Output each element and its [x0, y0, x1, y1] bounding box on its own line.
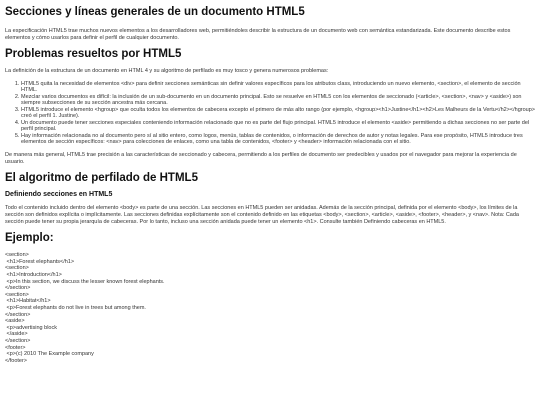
code-line: <p>(c) 2010 The Example company [5, 351, 94, 358]
problems-closing-paragraph: De manera más general, HTML5 trae precisión a las características de seccionado y cabecera, permitiendo a los perfiles de documento ser predecibles y usados por el navegador para mejorar la experiencia de usuario. [5, 151, 517, 165]
code-line: <section> [5, 252, 29, 259]
code-line: <p>In this section, we discuss the lesser known forest elephants. [5, 278, 165, 285]
problems-list [5, 81, 535, 146]
code-line: <p>advertising block [5, 324, 57, 331]
list-item: 1. HTML5 quita la necesidad de elementos <div> para definir secciones semánticas sin definir valores específicos para los atributos class, introduciendo un nuevo elemento, <section>, el elemento de sección HTML. [21, 81, 535, 94]
intro-paragraph: La especificación HTML5 trae muchos nuevos elementos a los desarrolladores web, permitiéndoles describir la estructura de un documento web con semántica estandarizada. Este documento describe estos elementos y cómo usarlos para definir el perfil de cualquier documento. [5, 27, 511, 41]
code-line: <h1>Forest elephants</h1> [5, 258, 75, 265]
list-item: 5. Hay información relacionada no al documento pero sí al sitio entero, como logos, menús, tablas de contenidos, o información de derechos de autor y notas legales. Para ese propósito, HTML5 introduce tres elementos de sección específicos: <nav> para colecciones de enlaces, como una tabla de contenidos, <footer> y <header> información relacionada con el sitio. [21, 133, 535, 146]
code-line: <footer> [5, 344, 26, 351]
problems-lead-paragraph: La definición de la estructura de un documento en HTML 4 y su algoritmo de perfilado es muy tosco y genera numerosos problemas: [5, 67, 329, 74]
code-line: <section> [5, 291, 29, 298]
code-line: <p>Forest elephants do not live in trees but among them. [5, 304, 146, 311]
example-heading: Ejemplo: [5, 232, 54, 245]
list-item: 4. Un documento puede tener secciones especiales conteniendo información relacionado que no es parte del flujo principal. HTML5 introduce el elemento <aside> permitiendo a dichas secciones no ser parte del perfil principal. [21, 120, 535, 133]
code-line: <h1>Introduction</h1> [5, 271, 62, 278]
list-item: 2. Mezclar varios documentos es difícil: la inclusión de un sub-documento en un documento principal. Esto se resuelve en HTML5 con los elementos de seccionado (<article>, <section>, <nav> y <aside>) son siempre subsecciones de su sección ancestra más cercana. [21, 94, 535, 107]
example-code-block [5, 252, 535, 364]
code-line: <section> [5, 265, 29, 272]
algorithm-paragraph: Todo el contenido incluido dentro del elemento <body> es parte de una sección. Las secciones en HTML5 pueden ser anidadas. Además de la sección principal, definida por el elemento <body>, los límites de la sección son definidos explícita o implícitamente. Las secciones definidas explícitamente son el contenido definido en las etiquetas <body>, <section>, <article>, <aside>, <footer>, <header>, y <nav>. Nota: Cada sección puede tener su propia jerarquía de cabeceras. Por lo tanto, incluso una sección anidada puede tener un elemento <h1>. Consulte también Definiendo cabeceras en HTML5. [5, 205, 519, 226]
algorithm-heading: El algoritmo de perfilado de HTML5 [5, 171, 198, 184]
code-line: <h1>Habitat</h1> [5, 298, 51, 305]
code-line: <aside> [5, 318, 25, 325]
list-item: 3. HTML5 introduce el elemento <hgroup> que oculta todos los elementos de cabecera excepto el primero de más alto rango (por ejemplo, <hgroup><h1>Justine</h1><h2>Les Malheurs de la Vertu</h2></hgroup> creó el perfil 1. Justine). [21, 107, 535, 120]
problems-heading: Problemas resueltos por HTML5 [5, 47, 182, 60]
code-line: </aside> [5, 331, 28, 338]
algorithm-subheading: Definiendo secciones en HTML5 [5, 191, 113, 199]
code-line: </section> [5, 337, 31, 344]
code-line: </footer> [5, 357, 28, 364]
code-line: </section> [5, 285, 31, 292]
code-line: </section> [5, 311, 31, 318]
page-title: Secciones y líneas generales de un documento HTML5 [5, 6, 305, 18]
